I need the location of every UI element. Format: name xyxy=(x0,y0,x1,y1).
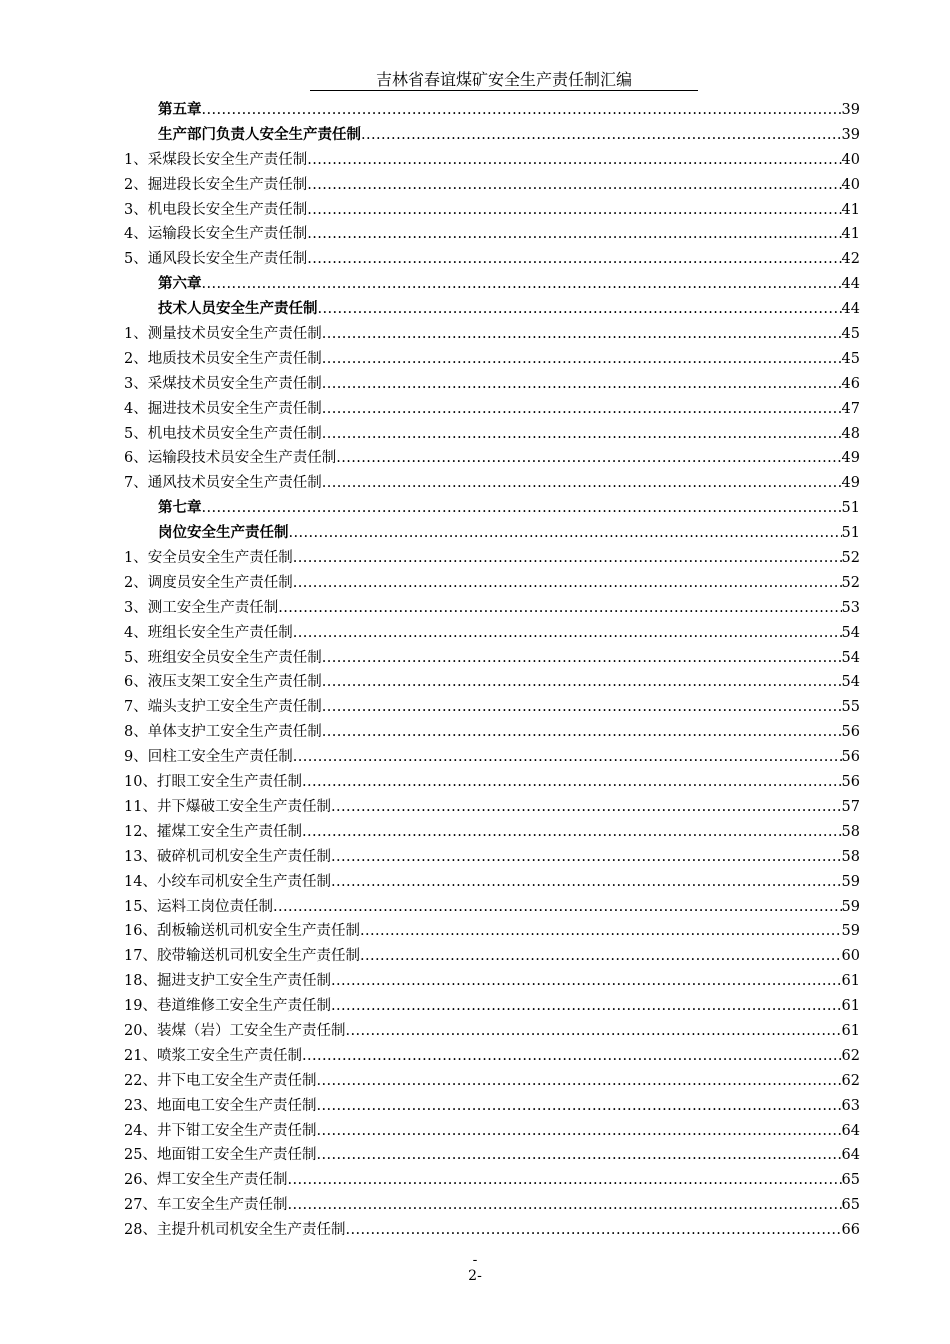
toc-page-number: 66 xyxy=(841,1222,860,1239)
toc-entry-title: 3、机电段长安全生产责任制 xyxy=(124,201,308,218)
toc-dot-leader xyxy=(316,1094,841,1119)
toc-dot-leader xyxy=(316,1143,841,1168)
toc-page-number: 63 xyxy=(841,1097,860,1114)
toc-page-number: 41 xyxy=(841,226,860,243)
toc-dot-leader xyxy=(345,1218,841,1243)
toc-page-number: 56 xyxy=(841,749,860,766)
toc-entry[interactable] xyxy=(124,1069,860,1094)
toc-dot-leader xyxy=(361,123,842,148)
toc-page-number: 58 xyxy=(841,848,860,865)
toc-entry-title: 7、端头支护工安全生产责任制 xyxy=(124,699,322,716)
toc-entry-title: 5、班组安全员安全生产责任制 xyxy=(124,649,322,666)
toc-entry[interactable] xyxy=(124,944,860,969)
toc-dot-leader xyxy=(278,596,841,621)
toc-entry-title: 7、通风技术员安全生产责任制 xyxy=(124,475,322,492)
toc-entry[interactable] xyxy=(124,1019,860,1044)
toc-dot-leader xyxy=(307,148,841,173)
toc-entry-title: 19、巷道维修工安全生产责任制 xyxy=(124,998,331,1015)
toc-entry[interactable] xyxy=(124,845,860,870)
toc-entry-title: 4、掘进技术员安全生产责任制 xyxy=(124,400,322,417)
toc-page-number: 54 xyxy=(841,674,860,691)
toc-page-number: 59 xyxy=(841,898,860,915)
table-of-contents xyxy=(124,98,860,1243)
toc-entry[interactable] xyxy=(124,795,860,820)
toc-page-number: 49 xyxy=(841,475,860,492)
toc-page-number: 48 xyxy=(841,425,860,442)
toc-entry[interactable] xyxy=(124,770,860,795)
toc-entry[interactable] xyxy=(124,148,860,173)
toc-page-number: 44 xyxy=(841,276,860,293)
toc-page-number: 53 xyxy=(841,599,860,616)
page-footer xyxy=(0,1252,950,1284)
toc-entry-title: 17、胶带输送机司机安全生产责任制 xyxy=(124,948,360,965)
toc-entry-title: 22、井下电工安全生产责任制 xyxy=(124,1072,317,1089)
toc-entry[interactable] xyxy=(124,546,860,571)
toc-page-number: 62 xyxy=(841,1072,860,1089)
toc-entry[interactable] xyxy=(124,1119,860,1144)
toc-dot-leader xyxy=(302,770,842,795)
toc-entry-title: 2、调度员安全生产责任制 xyxy=(124,574,293,591)
toc-page-number: 51 xyxy=(841,500,860,517)
toc-dot-leader xyxy=(273,895,842,920)
toc-entry-title: 9、回柱工安全生产责任制 xyxy=(124,749,293,766)
toc-dot-leader xyxy=(307,198,841,223)
toc-entry[interactable] xyxy=(124,397,860,422)
toc-entry-title: 1、测量技术员安全生产责任制 xyxy=(124,326,322,343)
toc-entry[interactable] xyxy=(124,919,860,944)
toc-entry[interactable] xyxy=(124,820,860,845)
toc-dot-leader xyxy=(307,222,841,247)
toc-entry[interactable] xyxy=(124,198,860,223)
toc-page-number: 54 xyxy=(841,649,860,666)
toc-dot-leader xyxy=(289,521,842,546)
toc-entry[interactable] xyxy=(124,372,860,397)
toc-entry-title: 13、破碎机司机安全生产责任制 xyxy=(124,848,331,865)
toc-dot-leader xyxy=(287,1193,841,1218)
toc-dot-leader xyxy=(302,1044,842,1069)
toc-entry-title: 23、地面电工安全生产责任制 xyxy=(124,1097,317,1114)
document-header xyxy=(310,70,698,91)
toc-page-number: 64 xyxy=(841,1122,860,1139)
toc-entry-title: 第七章 xyxy=(158,499,202,517)
toc-dot-leader xyxy=(322,720,842,745)
toc-entry[interactable] xyxy=(124,994,860,1019)
toc-entry-title: 25、地面钳工安全生产责任制 xyxy=(124,1147,317,1164)
toc-entry[interactable] xyxy=(124,596,860,621)
toc-dot-leader xyxy=(322,397,842,422)
toc-entry-title: 技术人员安全生产责任制 xyxy=(158,300,318,318)
toc-dot-leader xyxy=(316,1119,841,1144)
toc-entry[interactable] xyxy=(124,1168,860,1193)
toc-dot-leader xyxy=(318,297,842,322)
toc-heading[interactable] xyxy=(124,496,860,521)
toc-entry-title: 15、运料工岗位责任制 xyxy=(124,898,273,915)
toc-page-number: 60 xyxy=(841,948,860,965)
toc-entry[interactable] xyxy=(124,670,860,695)
toc-dot-leader xyxy=(322,670,842,695)
toc-page-number: 45 xyxy=(841,350,860,367)
toc-page-number: 51 xyxy=(841,525,860,542)
toc-entry[interactable] xyxy=(124,720,860,745)
toc-page-number: 46 xyxy=(841,375,860,392)
footer-dash: - xyxy=(472,1252,478,1268)
toc-entry-title: 2、掘进段长安全生产责任制 xyxy=(124,176,308,193)
toc-page-number: 47 xyxy=(841,400,860,417)
toc-entry-title: 21、喷浆工安全生产责任制 xyxy=(124,1047,302,1064)
toc-entry-title: 3、采煤技术员安全生产责任制 xyxy=(124,375,322,392)
toc-page-number: 49 xyxy=(841,450,860,467)
toc-entry-title: 第五章 xyxy=(158,101,202,118)
toc-entry-title: 5、机电技术员安全生产责任制 xyxy=(124,425,322,442)
toc-dot-leader xyxy=(322,695,842,720)
toc-dot-leader xyxy=(302,820,842,845)
toc-dot-leader xyxy=(202,272,842,297)
toc-entry[interactable] xyxy=(124,446,860,471)
toc-page-number: 52 xyxy=(841,550,860,567)
toc-entry-title: 27、车工安全生产责任制 xyxy=(124,1197,288,1214)
toc-entry[interactable] xyxy=(124,571,860,596)
toc-dot-leader xyxy=(322,422,842,447)
toc-entry-title: 18、掘进支护工安全生产责任制 xyxy=(124,973,331,990)
toc-page-number: 61 xyxy=(841,973,860,990)
document-title: 吉林省春谊煤矿安全生产责任制汇编 xyxy=(375,70,632,89)
toc-dot-leader xyxy=(293,745,842,770)
toc-entry[interactable] xyxy=(124,745,860,770)
toc-dot-leader xyxy=(322,322,842,347)
toc-entry-title: 4、运输段长安全生产责任制 xyxy=(124,226,308,243)
toc-dot-leader xyxy=(336,446,841,471)
toc-entry-title: 第六章 xyxy=(158,275,202,293)
toc-page-number: 52 xyxy=(841,574,860,591)
toc-entry-title: 3、测工安全生产责任制 xyxy=(124,599,279,616)
toc-dot-leader xyxy=(360,919,842,944)
toc-entry-title: 28、主提升机司机安全生产责任制 xyxy=(124,1222,346,1239)
toc-entry[interactable] xyxy=(124,1218,860,1243)
toc-page-number: 65 xyxy=(841,1197,860,1214)
toc-dot-leader xyxy=(331,969,842,994)
toc-page-number: 55 xyxy=(841,699,860,716)
toc-page-number: 56 xyxy=(841,774,860,791)
toc-entry[interactable] xyxy=(124,969,860,994)
toc-entry-title: 24、井下钳工安全生产责任制 xyxy=(124,1122,317,1139)
toc-page-number: 40 xyxy=(841,176,860,193)
toc-dot-leader xyxy=(316,1069,841,1094)
toc-dot-leader xyxy=(287,1168,841,1193)
toc-entry[interactable] xyxy=(124,247,860,272)
toc-entry[interactable] xyxy=(124,621,860,646)
page-number: 2- xyxy=(468,1268,482,1284)
toc-page-number: 39 xyxy=(841,126,860,143)
toc-page-number: 45 xyxy=(841,326,860,343)
toc-dot-leader xyxy=(293,546,842,571)
toc-entry[interactable] xyxy=(124,322,860,347)
toc-dot-leader xyxy=(322,646,842,671)
toc-entry[interactable] xyxy=(124,1143,860,1168)
toc-entry-title: 5、通风段长安全生产责任制 xyxy=(124,251,308,268)
toc-page-number: 42 xyxy=(841,251,860,268)
toc-dot-leader xyxy=(345,1019,841,1044)
toc-dot-leader xyxy=(331,870,842,895)
toc-dot-leader xyxy=(307,173,841,198)
toc-entry-title: 生产部门负责人安全生产责任制 xyxy=(158,125,361,143)
toc-dot-leader xyxy=(293,621,842,646)
toc-entry[interactable] xyxy=(124,1044,860,1069)
toc-entry[interactable] xyxy=(124,695,860,720)
toc-entry-title: 8、单体支护工安全生产责任制 xyxy=(124,724,322,741)
toc-page-number: 56 xyxy=(841,724,860,741)
toc-entry-title: 1、采煤段长安全生产责任制 xyxy=(124,151,308,168)
toc-entry[interactable] xyxy=(124,1193,860,1218)
toc-entry[interactable] xyxy=(124,870,860,895)
toc-entry-title: 岗位安全生产责任制 xyxy=(158,524,289,542)
toc-entry[interactable] xyxy=(124,646,860,671)
toc-heading[interactable] xyxy=(124,123,860,148)
toc-page-number: 64 xyxy=(841,1147,860,1164)
toc-page-number: 59 xyxy=(841,873,860,890)
toc-dot-leader xyxy=(322,471,842,496)
toc-heading[interactable] xyxy=(124,297,860,322)
toc-page-number: 44 xyxy=(841,301,860,318)
toc-entry-title: 11、井下爆破工安全生产责任制 xyxy=(124,798,331,815)
toc-dot-leader xyxy=(293,571,842,596)
toc-page-number: 40 xyxy=(841,151,860,168)
toc-entry[interactable] xyxy=(124,173,860,198)
toc-page-number: 62 xyxy=(841,1047,860,1064)
toc-entry-title: 1、安全员安全生产责任制 xyxy=(124,550,293,567)
toc-page-number: 57 xyxy=(841,798,860,815)
toc-page-number: 39 xyxy=(841,102,860,118)
toc-entry-title: 4、班组长安全生产责任制 xyxy=(124,624,293,641)
toc-page-number: 65 xyxy=(841,1172,860,1189)
toc-entry-title: 6、液压支架工安全生产责任制 xyxy=(124,674,322,691)
toc-page-number: 61 xyxy=(841,1022,860,1039)
toc-dot-leader xyxy=(322,372,842,397)
toc-page-number: 54 xyxy=(841,624,860,641)
toc-dot-leader xyxy=(202,496,842,521)
toc-entry-title: 2、地质技术员安全生产责任制 xyxy=(124,350,322,367)
toc-dot-leader xyxy=(331,845,842,870)
toc-dot-leader xyxy=(360,944,842,969)
toc-entry-title: 14、小绞车司机安全生产责任制 xyxy=(124,873,331,890)
toc-entry-title: 12、攉煤工安全生产责任制 xyxy=(124,823,302,840)
toc-heading[interactable] xyxy=(124,521,860,546)
toc-page-number: 61 xyxy=(841,998,860,1015)
toc-heading[interactable] xyxy=(124,272,860,297)
toc-page-number: 59 xyxy=(841,923,860,940)
toc-entry[interactable] xyxy=(124,347,860,372)
toc-dot-leader xyxy=(322,347,842,372)
toc-dot-leader xyxy=(307,247,841,272)
toc-entry[interactable] xyxy=(124,471,860,496)
toc-entry-title: 10、打眼工安全生产责任制 xyxy=(124,774,302,791)
toc-entry[interactable] xyxy=(124,1094,860,1119)
toc-page-number: 41 xyxy=(841,201,860,218)
toc-heading[interactable] xyxy=(124,98,860,123)
toc-entry[interactable] xyxy=(124,422,860,447)
toc-page-number: 58 xyxy=(841,823,860,840)
toc-entry-title: 26、焊工安全生产责任制 xyxy=(124,1172,288,1189)
toc-entry-title: 20、装煤（岩）工安全生产责任制 xyxy=(124,1022,346,1039)
toc-entry[interactable] xyxy=(124,222,860,247)
toc-dot-leader xyxy=(331,795,842,820)
toc-entry[interactable] xyxy=(124,895,860,920)
toc-entry-title: 6、运输段技术员安全生产责任制 xyxy=(124,450,337,467)
toc-dot-leader xyxy=(202,98,842,123)
toc-entry-title: 16、刮板输送机司机安全生产责任制 xyxy=(124,923,360,940)
toc-dot-leader xyxy=(331,994,842,1019)
